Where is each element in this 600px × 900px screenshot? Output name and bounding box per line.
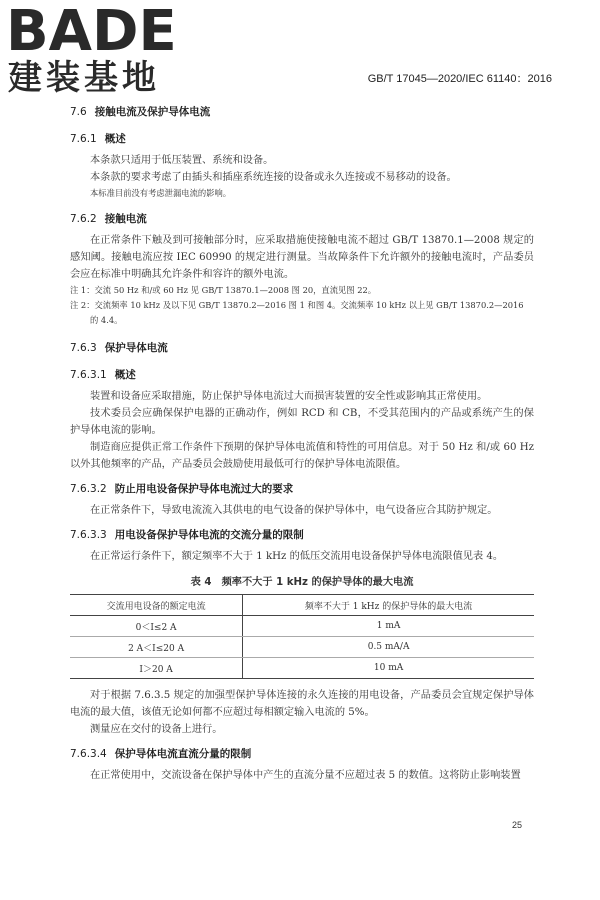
table-cell: 2 A＜I≤20 A: [70, 637, 243, 658]
note: 本标准目前没有考虑泄漏电流的影响。: [90, 188, 232, 198]
note-2: 注 2：交流频率 10 kHz 及以下见 GB/T 13870.2—2016 图 1 和图 4。交流频率 10 kHz 以上见 GB/T 13870.2—2016 的 4.4。: [70, 300, 524, 325]
logo-word: [6, 2, 206, 62]
paragraph: 在正常条件下触及到可接触部分时，应采取措施使接触电流不超过 GB/T 13870.1—2008 规定的感知阈。接触电流应按 IEC 60990 的规定进行测量。当故障条件下允许额外的接触电流时，产品委员会应在标准中明确其允许条件和容许的额外电流。: [70, 235, 534, 280]
paragraph: 在正常使用中，交流设备在保护导体中产生的直流分量不应超过表 5 的数值。这将防止影响装置: [90, 770, 521, 781]
table-row: [70, 658, 534, 679]
document-body: [70, 104, 534, 784]
paragraph: 本条款的要求考虑了由插头和插座系统连接的设备或永久连接或不易移动的设备。: [90, 172, 457, 183]
page-number: 25: [511, 820, 522, 830]
heading-7-6-3-3: 7.6.3.3 用电设备保护导体电流的交流分量的限制: [70, 529, 304, 541]
table-4-title: 表 4 频率不大于 1 kHz 的保护导体的最大电流: [190, 577, 414, 588]
bade-logo: [6, 2, 206, 98]
table-header-cell: 频率不大于 1 kHz 的保护导体的最大电流: [243, 595, 534, 616]
table-cell: I＞20 A: [139, 664, 173, 675]
paragraph: 本条款只适用于低压装置、系统和设备。: [90, 155, 274, 166]
logo-chinese: 建装基地: [8, 58, 160, 98]
heading-7-6-3-1: 7.6.3.1 概述: [70, 369, 136, 381]
heading-7-6-3: 7.6.3 保护导体电流: [70, 342, 168, 354]
table-header-row: [70, 595, 534, 616]
table-4: [70, 594, 534, 679]
heading-7-6: 7.6 接触电流及保护导体电流: [70, 106, 211, 118]
heading-7-6-2: 7.6.2 接触电流: [70, 213, 147, 225]
table-cell: 0＜I≤2 A: [70, 616, 243, 637]
paragraph: 在正常条件下，导致电流流入其供电的电气设备的保护导体中，电气设备应合其防护规定。: [90, 505, 498, 516]
heading-7-6-3-4: 7.6.3.4 保护导体电流直流分量的限制: [70, 748, 252, 760]
heading-7-6-3-2: 7.6.3.2 防止用电设备保护导体电流过大的要求: [70, 483, 294, 495]
logo-text: BADE: [6, 0, 177, 64]
paragraph: 测量应在交付的设备上进行。: [90, 724, 223, 735]
heading-7-6-1: 7.6.1 概述: [70, 133, 126, 145]
table-cell: 0.5 mA/A: [243, 637, 534, 658]
paragraph: 对于根据 7.6.3.5 规定的加强型保护导体连接的永久连接的用电设备，产品委员会宜规定保护导体电流的最大值，该值无论如何都不应超过每相额定输入电流的 5%。: [70, 690, 534, 718]
paragraph: 制造商应提供正常工作条件下预期的保护导体电流值和特性的可用信息。对于 50 Hz 和/或 60 Hz以外其他频率的产品，产品委员会鼓励使用最低可行的保护导体电流限值。: [70, 442, 534, 470]
paragraph: 装置和设备应采取措施，防止保护导体电流过大而损害装置的安全性或影响其正常使用。: [90, 391, 488, 402]
paragraph: 技术委员会应确保保护电器的正确动作，例如 RCD 和 CB，不受其范围内的产品或系统产生的保护导体电流的影响。: [70, 408, 534, 436]
table-header-cell: 交流用电设备的额定电流: [70, 595, 243, 616]
table-row: [70, 616, 534, 637]
note-1: 注 1：交流 50 Hz 和/或 60 Hz 见 GB/T 13870.1—2008 图 20，直流见图 22。: [70, 285, 377, 295]
table-cell: 10 mA: [243, 658, 534, 679]
table-cell: 1 mA: [243, 616, 534, 637]
table-row: [70, 637, 534, 658]
standard-code: GB/T 17045—2020/IEC 61140：2016: [367, 73, 552, 85]
paragraph: 在正常运行条件下，额定频率不大于 1 kHz 的低压交流用电设备保护导体电流限值见表 4。: [90, 551, 504, 562]
